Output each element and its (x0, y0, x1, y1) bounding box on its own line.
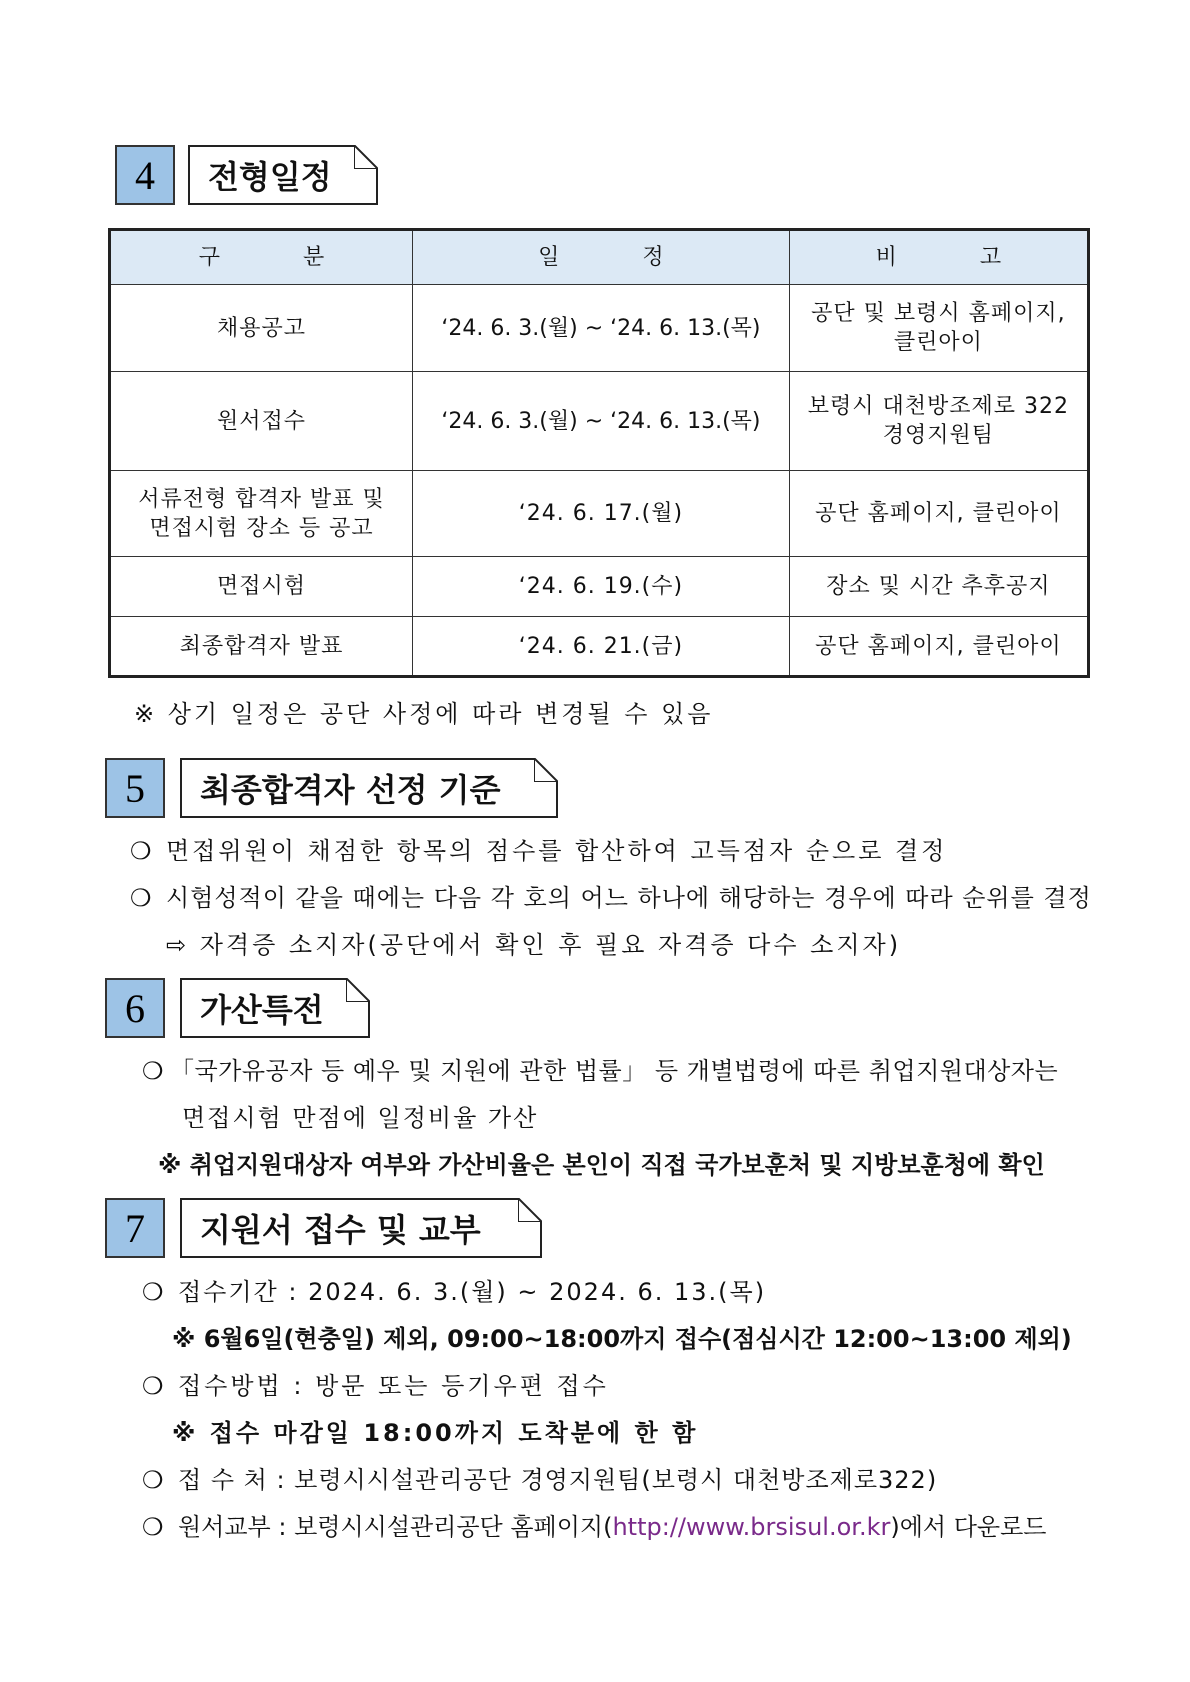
s7-method: ❍ 접수방법 : 방문 또는 등기우편 접수 (142, 1372, 609, 1400)
row-category: 서류전형 합격자 발표 및 면접시험 장소 등 공고 (110, 471, 413, 557)
row-note: 공단 및 보령시 홈페이지, 클린아이 (789, 285, 1088, 372)
bullet-icon: ❍ (130, 837, 155, 865)
row-category: 최종합격자 발표 (110, 617, 413, 677)
s7-distribution: ❍ 원서교부 : 보령시시설관리공단 홈페이지(http://www.brsisul.or.kr)에서 다운로드 (142, 1513, 1047, 1541)
row-category: 채용공고 (110, 285, 413, 372)
row-date: ‘24. 6. 17.(월) (413, 471, 790, 557)
s7-period: ❍ 접수기간 : 2024. 6. 3.(월) ~ 2024. 6. 13.(목) (142, 1278, 767, 1306)
folded-corner-icon (518, 1198, 542, 1222)
section-7-number: 7 (105, 1198, 165, 1258)
row-date: ‘24. 6. 21.(금) (413, 617, 790, 677)
bullet-icon: ❍ (142, 1466, 165, 1494)
header-note: 비 고 (789, 230, 1088, 285)
s6-item-1-cont: 면접시험 만점에 일정비율 가산 (182, 1104, 539, 1132)
folded-corner-icon (534, 758, 558, 782)
section-5-number: 5 (105, 758, 165, 818)
row-date: ‘24. 6. 3.(월) ~ ‘24. 6. 13.(목) (413, 372, 790, 471)
schedule-table (108, 228, 1090, 678)
folded-corner-icon (346, 978, 370, 1002)
s7-place: ❍ 접 수 처 : 보령시시설관리공단 경영지원팀(보령시 대천방조제로322) (142, 1466, 938, 1494)
bullet-icon: ❍ (142, 1513, 164, 1541)
row-note: 공단 홈페이지, 클린아이 (789, 471, 1088, 557)
section-5-title-text: 최종합격자 선정 기준 (200, 771, 501, 809)
s7-period-note: ※ 6월6일(현충일) 제외, 09:00~18:00까지 접수(점심시간 12:00~13:00 제외) (172, 1325, 1072, 1353)
bullet-icon: ❍ (142, 1278, 166, 1306)
section-5-title (180, 758, 558, 818)
table-row (110, 285, 1089, 372)
section-6-number: 6 (105, 978, 165, 1038)
homepage-link[interactable]: http://www.brsisul.or.kr (612, 1513, 891, 1541)
s5-item-1: ❍ 면접위원이 채점한 항목의 점수를 합산하여 고득점자 순으로 결정 (130, 837, 948, 865)
s5-subitem: ⇨ 자격증 소지자(공단에서 확인 후 필요 자격증 다수 소지자) (166, 931, 902, 959)
row-note: 공단 홈페이지, 클린아이 (789, 617, 1088, 677)
row-note: 장소 및 시간 추후공지 (789, 557, 1088, 617)
row-date: ‘24. 6. 3.(월) ~ ‘24. 6. 13.(목) (413, 285, 790, 372)
section-4-title-text: 전형일정 (208, 158, 332, 196)
row-category: 원서접수 (110, 372, 413, 471)
table-row (110, 557, 1089, 617)
row-category: 면접시험 (110, 557, 413, 617)
schedule-footnote: ※ 상기 일정은 공단 사정에 따라 변경될 수 있음 (134, 700, 714, 728)
s6-item-1: ❍ 「국가유공자 등 예우 및 지원에 관한 법률」 등 개별법령에 따른 취업지원대상자는 (142, 1057, 1059, 1085)
table-header-row (110, 230, 1089, 285)
table-row (110, 617, 1089, 677)
section-6-title-text: 가산특전 (200, 991, 324, 1029)
section-6-title (180, 978, 370, 1038)
s5-item-2: ❍ 시험성적이 같을 때에는 다음 각 호의 어느 하나에 해당하는 경우에 따라 순위를 결정 (130, 884, 1092, 912)
header-date: 일 정 (413, 230, 790, 285)
section-7-title (180, 1198, 542, 1258)
section-4-title (188, 145, 378, 205)
folded-corner-icon (354, 145, 378, 169)
s7-method-note: ※ 접수 마감일 18:00까지 도착분에 한 함 (172, 1419, 699, 1447)
row-date: ‘24. 6. 19.(수) (413, 557, 790, 617)
bullet-icon: ❍ (130, 884, 153, 912)
header-category: 구 분 (110, 230, 413, 285)
bullet-icon: ❍ (142, 1057, 165, 1085)
s6-note: ※ 취업지원대상자 여부와 가산비율은 본인이 직접 국가보훈처 및 지방보훈청에 확인 (158, 1151, 1045, 1179)
section-7-title-text: 지원서 접수 및 교부 (200, 1211, 481, 1249)
row-note: 보령시 대천방조제로 322 경영지원팀 (789, 372, 1088, 471)
table-row (110, 372, 1089, 471)
bullet-icon: ❍ (142, 1372, 167, 1400)
section-4-number: 4 (115, 145, 175, 205)
table-row (110, 471, 1089, 557)
